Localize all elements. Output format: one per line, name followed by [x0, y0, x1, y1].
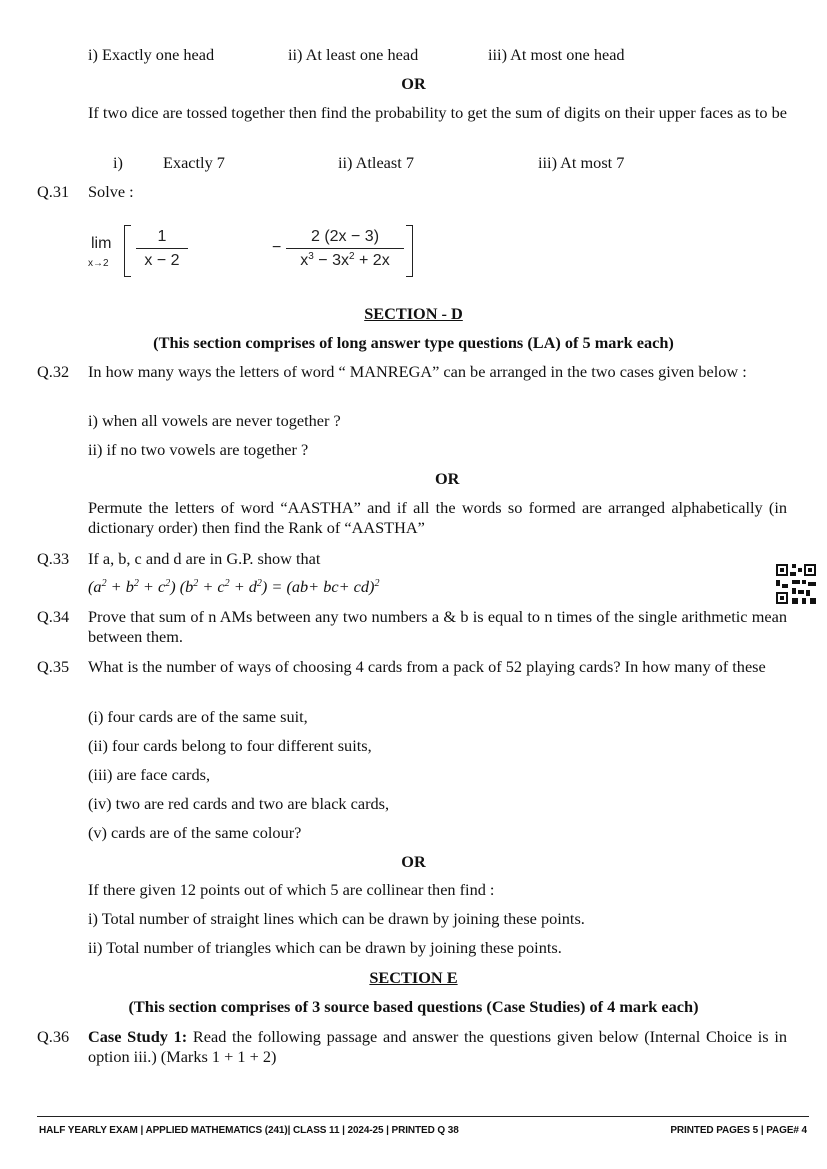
- fraction-1-numerator: 1: [157, 228, 167, 245]
- dice-option-at-most-7: iii) At most 7: [538, 153, 625, 172]
- right-bracket: [406, 225, 413, 277]
- question-number-31: Q.31: [37, 182, 70, 201]
- question-35-part-3: (iii) are face cards,: [88, 765, 211, 784]
- question-35-part-5: (v) cards are of the same colour?: [88, 823, 302, 842]
- option-exactly-one-head: i) Exactly one head: [88, 45, 215, 64]
- question-33-equation: $(a^2 + b^2 + c^2) (b^2 + c^2 + d^2) = (ab+ bc+ cd)^2$: [88, 577, 380, 596]
- question-35-part-2: (ii) four cards belong to four different suits,: [88, 736, 372, 755]
- dice-option-atleast-7: ii) Atleast 7: [338, 153, 414, 172]
- or-divider: OR: [401, 852, 426, 871]
- page-footer: [37, 1116, 809, 1136]
- fraction-1: [136, 226, 188, 271]
- question-35-or-part-2: ii) Total number of triangles which can be drawn by joining these points.: [88, 938, 562, 957]
- question-36-text: Case Study 1: Read the following passage and answer the questions given below (Internal Choice is in option iii.) (Marks 1 + 1 + 2): [88, 1027, 787, 1066]
- limit-expression: [88, 222, 390, 280]
- limit-subscript: x→2: [88, 258, 109, 269]
- fraction-2: [286, 226, 404, 271]
- footer-page-info: PRINTED PAGES 5 | PAGE# 4: [670, 1125, 807, 1136]
- fraction-2-denominator: $x^3 - 3x^2 + 2x$: [300, 251, 390, 269]
- question-35-text: What is the number of ways of choosing 4 cards from a pack of 52 playing cards? In how many of these: [88, 657, 766, 676]
- section-d-title: SECTION - D: [364, 304, 463, 323]
- left-bracket: [124, 225, 131, 277]
- question-33-text: If a, b, c and d are in G.P. show that: [88, 549, 321, 568]
- section-e-subtitle: (This section comprises of 3 source based questions (Case Studies) of 4 mark each): [128, 997, 699, 1016]
- question-number-32: Q.32: [37, 362, 70, 381]
- limit-minus: −: [272, 239, 282, 256]
- question-34-text: Prove that sum of n AMs between any two numbers a & b is equal to n times of the single arithmetic mean between them.: [88, 607, 787, 646]
- dice-option-marker: i): [113, 153, 123, 172]
- section-e-title: SECTION E: [369, 968, 458, 987]
- question-35-part-1: (i) four cards are of the same suit,: [88, 707, 308, 726]
- option-at-least-one-head: ii) At least one head: [288, 45, 419, 64]
- question-32-text: In how many ways the letters of word “ MANREGA” can be arranged in the two cases given below :: [88, 362, 747, 381]
- question-number-33: Q.33: [37, 549, 70, 568]
- question-number-34: Q.34: [37, 607, 70, 626]
- question-32-part-i: i) when all vowels are never together ?: [88, 411, 341, 430]
- question-32-or-text: Permute the letters of word “AASTHA” and if all the words so formed are arranged alphabetically (in dictionary order) then find the Rank of “AASTHA”: [88, 498, 787, 537]
- dice-option-exactly-7: Exactly 7: [163, 153, 225, 172]
- or-divider: OR: [401, 74, 426, 93]
- fraction-2-numerator: 2 (2x − 3): [310, 228, 380, 245]
- section-d-subtitle: (This section comprises of long answer type questions (LA) of 5 mark each): [153, 333, 674, 352]
- qr-code-icon: [776, 564, 816, 604]
- or-divider: OR: [435, 469, 460, 488]
- limit-lim: lim: [91, 235, 112, 252]
- question-number-35: Q.35: [37, 657, 70, 676]
- question-35-or-part-1: i) Total number of straight lines which can be drawn by joining these points.: [88, 909, 585, 928]
- fraction-1-denominator: x − 2: [144, 252, 180, 269]
- question-35-or-text: If there given 12 points out of which 5 are collinear then find :: [88, 880, 495, 899]
- footer-exam-info: HALF YEARLY EXAM | APPLIED MATHEMATICS (241)| CLASS 11 | 2024-25 | PRINTED Q 38: [39, 1125, 459, 1136]
- question-32-part-ii: ii) if no two vowels are together ?: [88, 440, 309, 459]
- dice-question-text: If two dice are tossed together then find the probability to get the sum of digits on their upper faces as to be: [88, 103, 787, 122]
- question-35-part-4: (iv) two are red cards and two are black cards,: [88, 794, 390, 813]
- case-study-label: Case Study 1:: [88, 1027, 188, 1046]
- question-number-36: Q.36: [37, 1027, 70, 1046]
- question-31-text: Solve :: [88, 182, 134, 201]
- option-at-most-one-head: iii) At most one head: [488, 45, 625, 64]
